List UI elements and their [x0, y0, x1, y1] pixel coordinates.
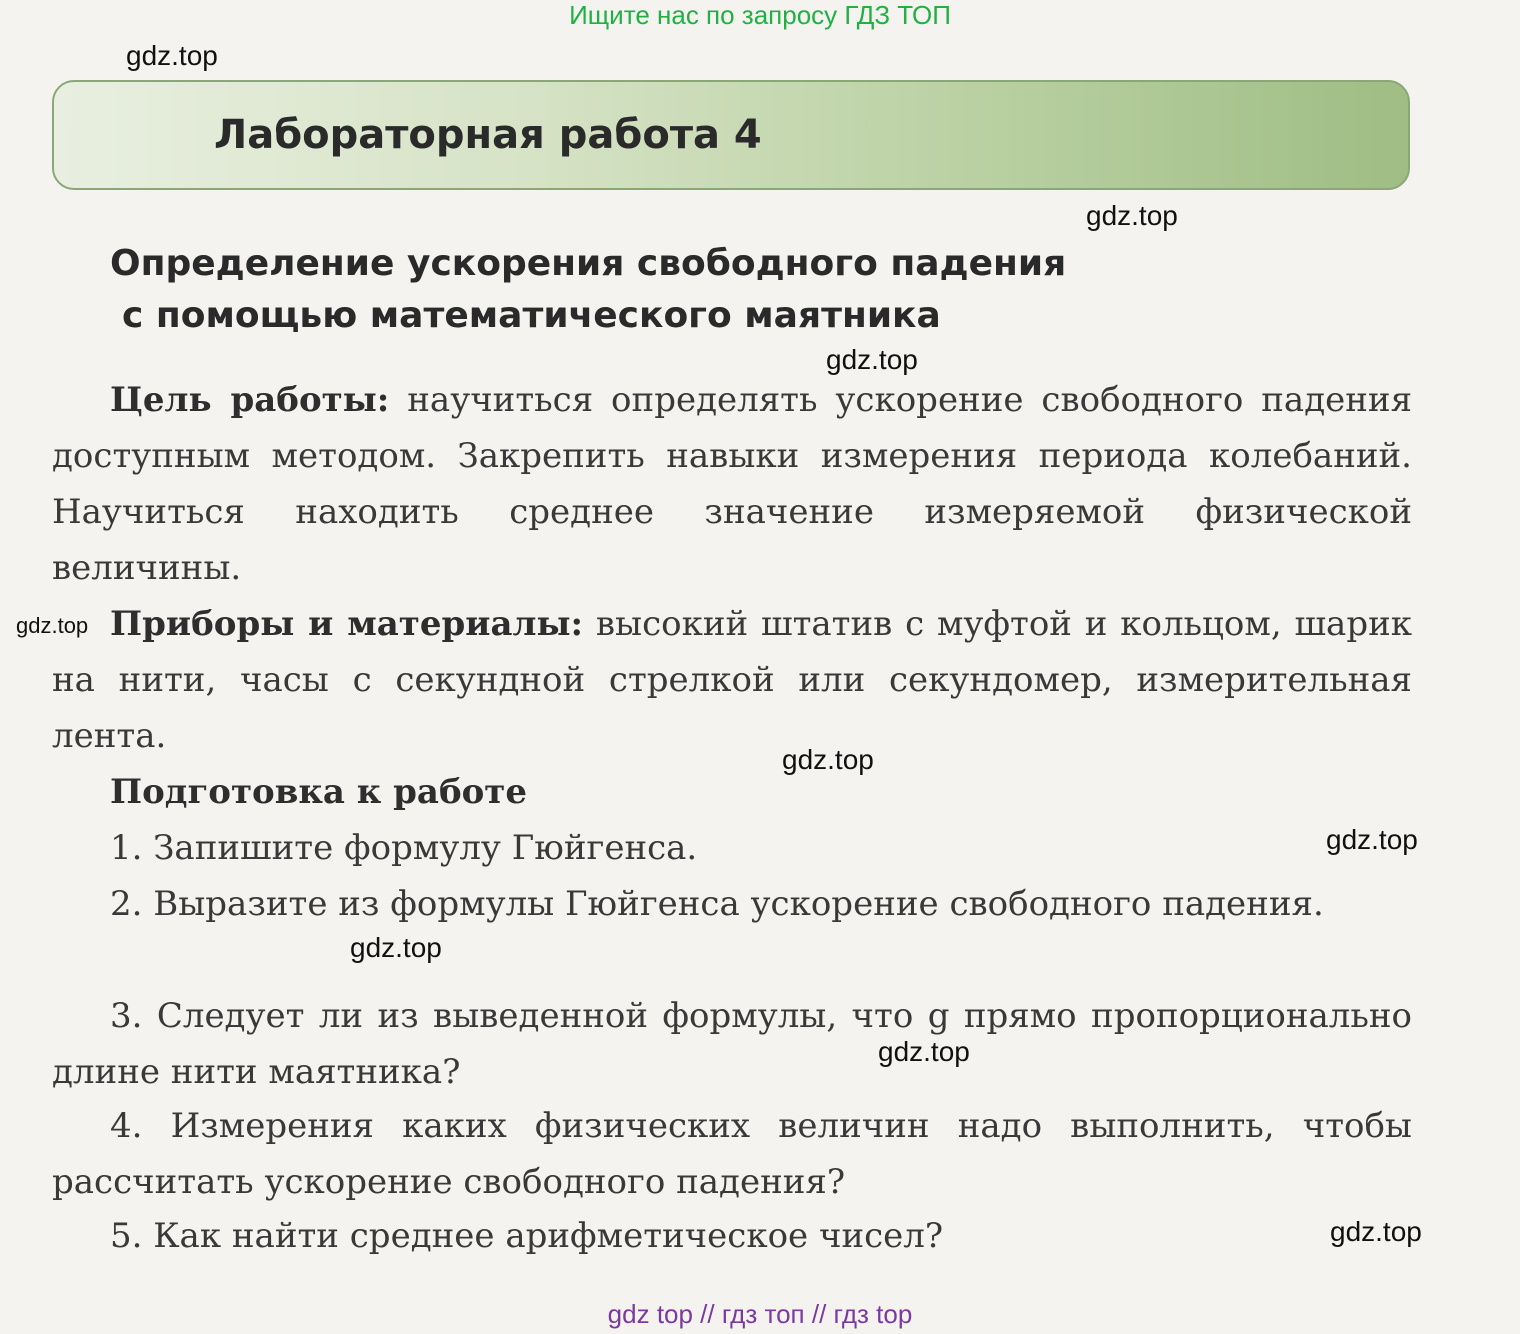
goal-text: научиться определять ускорение свободного падения доступным методом. Закрепить навыки измерения периода колебаний. Научиться находить среднее значение измеряемой физической величины. — [52, 380, 1413, 588]
prep-item-4: 4. Измерения каких физических величин надо выполнить, чтобы рассчитать ускорение свободного падения? — [52, 1106, 1412, 1202]
subtitle-line-1: Определение ускорения свободного падения — [110, 243, 1067, 284]
watermark: gdz.top — [16, 613, 89, 638]
lab-subtitle — [110, 238, 1066, 342]
watermark: gdz.top — [350, 932, 442, 963]
equipment-text: высокий штатив с муфтой и кольцом, шарик на нити, часы с секундной стрелкой или секундомер, измерительная лента. — [52, 604, 1412, 756]
watermark: gdz.top — [126, 40, 218, 71]
search-banner: Ищите нас по запросу ГДЗ ТОП — [569, 0, 951, 30]
prep-item-2: 2. Выразите из формулы Гюйгенса ускорение свободного падения. — [110, 884, 1324, 924]
prep-item-3: 3. Следует ли из выведенной формулы, что g прямо пропорционально длине нити маятника? — [52, 996, 1412, 1092]
watermark: gdz.top — [826, 344, 918, 375]
lab-header — [52, 80, 1410, 190]
prep-item-1: 1. Запишите формулу Гюйгенса. — [110, 828, 698, 868]
prep-item-5: 5. Как найти среднее арифметическое чисел? — [110, 1216, 944, 1256]
watermark: gdz.top — [878, 1036, 970, 1067]
subtitle-line-2: с помощью математического маятника — [122, 295, 941, 336]
watermark: gdz.top — [1326, 824, 1418, 855]
prep-title: Подготовка к работе — [110, 772, 527, 812]
footer-links: gdz top // гдз топ // гдз top — [607, 1299, 913, 1329]
lab-title: Лабораторная работа 4 — [214, 112, 762, 158]
equipment-paragraph — [52, 596, 1412, 764]
watermark: gdz.top — [1330, 1216, 1422, 1247]
goal-paragraph — [52, 372, 1412, 596]
watermark: gdz.top — [782, 744, 874, 775]
equipment-label: Приборы и материалы: — [110, 604, 584, 644]
watermark: gdz.top — [1086, 200, 1178, 231]
goal-label: Цель работы: — [110, 380, 390, 420]
